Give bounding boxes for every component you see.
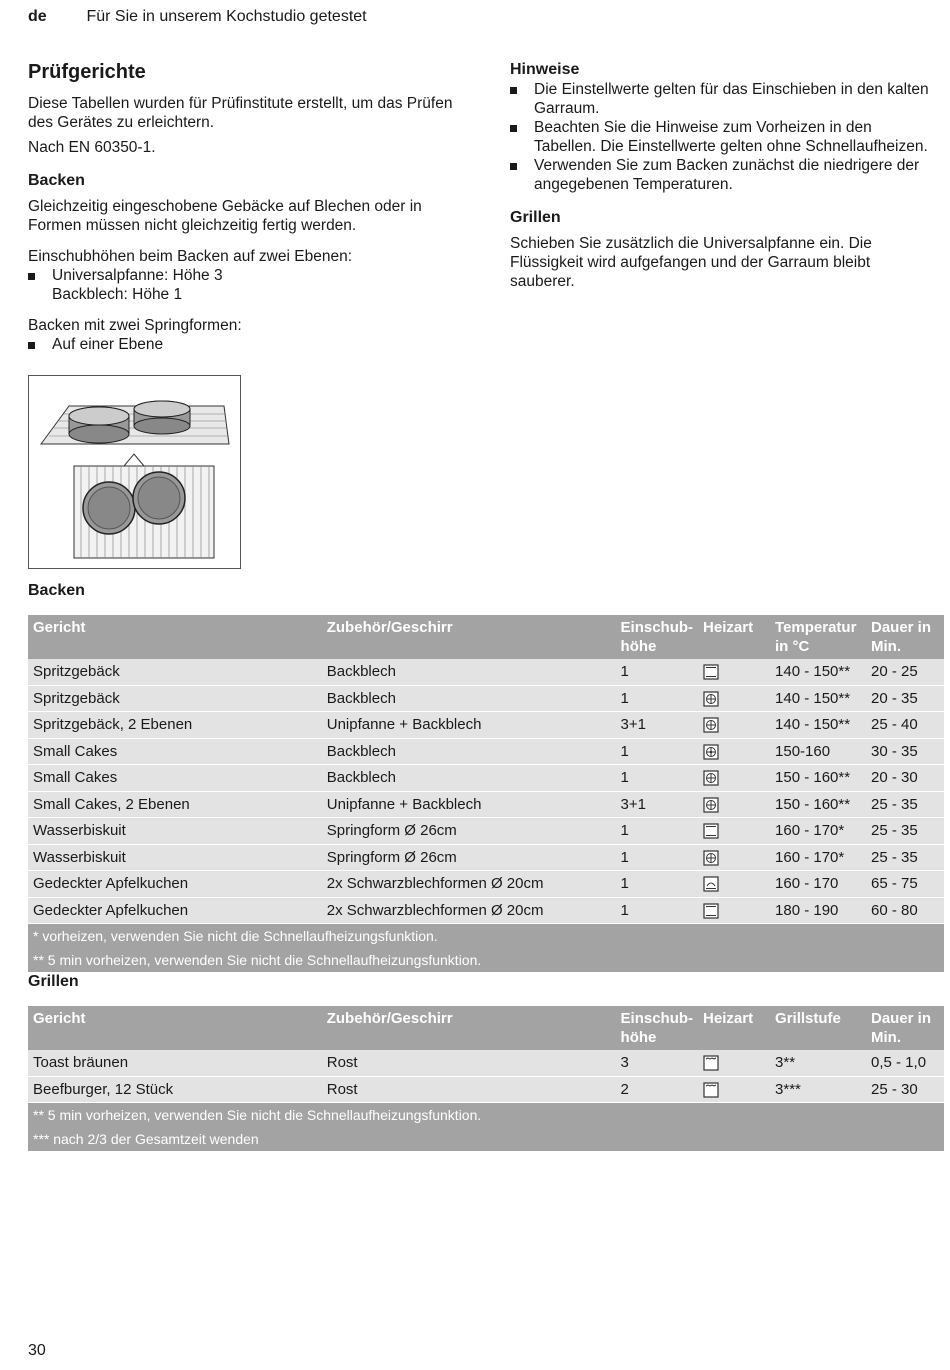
table-cell: 3+1 [616, 791, 699, 818]
column-header: Grillstufe [770, 1006, 866, 1050]
table-row [28, 1050, 944, 1076]
table-cell: 2x Schwarzblechformen Ø 20cm [322, 897, 616, 924]
table-cell [698, 844, 770, 871]
column-header: Heizart [698, 1006, 770, 1050]
table-cell: 3+1 [616, 712, 699, 739]
page-title: Prüfgerichte [28, 61, 146, 83]
table-row [28, 738, 944, 765]
table-cell: 150-160 [770, 738, 866, 765]
oven-rack-with-springforms-icon [29, 376, 240, 568]
column-header: Temperatur in °C [770, 615, 866, 659]
table-cell [698, 818, 770, 845]
header-title: Für Sie in unserem Kochstudio getestet [86, 8, 367, 25]
table-cell: 3 [616, 1050, 699, 1076]
table-row [28, 791, 944, 818]
table-cell: 150 - 160** [770, 765, 866, 792]
table-cell: 0,5 - 1,0 [866, 1050, 944, 1076]
list-item [28, 266, 468, 304]
table-cell: 1 [616, 871, 699, 898]
table-cell: Gedeckter Apfelkuchen [28, 871, 322, 898]
table-cell: 160 - 170* [770, 844, 866, 871]
table-cell: 65 - 75 [866, 871, 944, 898]
table-cell [698, 871, 770, 898]
table-cell [698, 791, 770, 818]
column-header: Gericht [28, 615, 322, 659]
table-cell: 20 - 25 [866, 659, 944, 685]
table-cell [698, 765, 770, 792]
hot-air-icon [703, 850, 719, 866]
table-cell [698, 1050, 770, 1076]
table-cell: 140 - 150** [770, 659, 866, 685]
table-cell [698, 712, 770, 739]
footnote: ** 5 min vorheizen, verwenden Sie nicht die Schnellaufheizungsfunktion. [28, 1103, 944, 1128]
table-cell: Wasserbiskuit [28, 818, 322, 845]
table-cell: Small Cakes [28, 765, 322, 792]
top-bottom-heat-icon [703, 823, 719, 839]
page-number: 30 [28, 1342, 46, 1359]
column-header: Einschub- höhe [616, 615, 699, 659]
footnote: ** 5 min vorheizen, verwenden Sie nicht die Schnellaufheizungsfunktion. [28, 948, 944, 972]
table-cell: 25 - 30 [866, 1076, 944, 1103]
table-cell: 180 - 190 [770, 897, 866, 924]
footnote: *** nach 2/3 der Gesamtzeit wenden [28, 1127, 944, 1151]
table-footnote-row [28, 1127, 944, 1151]
springform-illustration [28, 375, 241, 569]
table-cell: 1 [616, 818, 699, 845]
table-header-row [28, 1006, 944, 1050]
springform-list [28, 335, 468, 354]
top-bottom-heat-icon [703, 903, 719, 919]
table-cell [698, 738, 770, 765]
list-item: Verwenden Sie zum Backen zunächst die niedrigere der angegebenen Temperaturen. [510, 156, 935, 194]
table-cell: 160 - 170* [770, 818, 866, 845]
ebenen-intro: Einschubhöhen beim Backen auf zwei Ebenen: [28, 248, 352, 265]
table-cell [698, 659, 770, 685]
column-header: Zubehör/Geschirr [322, 1006, 616, 1050]
table-row [28, 1076, 944, 1103]
table-row [28, 685, 944, 712]
table-cell: 140 - 150** [770, 685, 866, 712]
hinweise-list [510, 80, 935, 194]
grill-icon [703, 1082, 719, 1098]
table-cell: 20 - 30 [866, 765, 944, 792]
table-row [28, 844, 944, 871]
table-cell: 20 - 35 [866, 685, 944, 712]
list-item: Die Einstellwerte gelten für das Einschieben in den kalten Garraum. [510, 80, 935, 118]
table-cell [698, 897, 770, 924]
table-cell: Small Cakes [28, 738, 322, 765]
norm-text: Nach EN 60350-1. [28, 139, 156, 156]
list-item: Beachten Sie die Hinweise zum Vorheizen in den Tabellen. Die Einstellwerte gelten ohne Schnellaufheizen. [510, 118, 935, 156]
hot-air-icon [703, 770, 719, 786]
right-column [510, 60, 935, 291]
table-cell: Gedeckter Apfelkuchen [28, 897, 322, 924]
pizza-setting-icon [703, 876, 719, 892]
table-cell: 3*** [770, 1076, 866, 1103]
column-header: Dauer in Min. [866, 615, 944, 659]
table-cell: Beefburger, 12 Stück [28, 1076, 322, 1103]
grill-icon [703, 1055, 719, 1071]
table-footnote-row [28, 948, 944, 972]
table-cell: 1 [616, 844, 699, 871]
table-cell: 25 - 35 [866, 791, 944, 818]
column-header: Einschub- höhe [616, 1006, 699, 1050]
table-cell: 1 [616, 659, 699, 685]
table-cell [698, 1076, 770, 1103]
table-cell: Springform Ø 26cm [322, 818, 616, 845]
hinweise-heading: Hinweise [510, 61, 580, 78]
table-cell: Backblech [322, 685, 616, 712]
table-cell: Unipfanne + Backblech [322, 791, 616, 818]
backen-heading: Backen [28, 172, 85, 189]
hot-air-eco-icon [703, 744, 719, 760]
table-row [28, 897, 944, 924]
table-cell: 30 - 35 [866, 738, 944, 765]
table-cell: Wasserbiskuit [28, 844, 322, 871]
table-row [28, 659, 944, 685]
language-code: de [28, 8, 47, 25]
column-header: Heizart [698, 615, 770, 659]
ebenen-item-universalpfanne: Universalpfanne: Höhe 3 [52, 267, 223, 284]
grillen-table-label: Grillen [28, 973, 79, 990]
hot-air-icon [703, 717, 719, 733]
table-cell: Spritzgebäck [28, 659, 322, 685]
table-cell [698, 685, 770, 712]
grillen-text: Schieben Sie zusätzlich die Universalpfanne ein. Die Flüssigkeit wird aufgefangen und der Garraum bleibt sauberer. [510, 235, 872, 290]
grillen-heading: Grillen [510, 209, 561, 226]
table-cell: 140 - 150** [770, 712, 866, 739]
table-cell: Unipfanne + Backblech [322, 712, 616, 739]
table-cell: Small Cakes, 2 Ebenen [28, 791, 322, 818]
footnote: * vorheizen, verwenden Sie nicht die Schnellaufheizungsfunktion. [28, 924, 944, 949]
table-cell: Backblech [322, 765, 616, 792]
backen-table-label: Backen [28, 582, 85, 599]
table-cell: Backblech [322, 738, 616, 765]
ebenen-list [28, 266, 468, 304]
column-header: Dauer in Min. [866, 1006, 944, 1050]
table-cell: Rost [322, 1076, 616, 1103]
table-cell: 25 - 35 [866, 844, 944, 871]
left-column [28, 60, 468, 354]
backen-text: Gleichzeitig eingeschobene Gebäcke auf Blechen oder in Formen müssen nicht gleichzeitig fertig werden. [28, 198, 422, 234]
ebenen-item-backblech: Backblech: Höhe 1 [52, 286, 183, 303]
table-header-row [28, 615, 944, 659]
column-header: Zubehör/Geschirr [322, 615, 616, 659]
intro-text: Diese Tabellen wurden für Prüfinstitute erstellt, um das Prüfen des Gerätes zu erleichtern. [28, 95, 453, 131]
table-cell: Rost [322, 1050, 616, 1076]
top-bottom-heat-icon [703, 664, 719, 680]
table-cell: 2x Schwarzblechformen Ø 20cm [322, 871, 616, 898]
springform-intro: Backen mit zwei Springformen: [28, 317, 242, 334]
table-cell: 2 [616, 1076, 699, 1103]
hot-air-icon [703, 797, 719, 813]
table-cell: 1 [616, 685, 699, 712]
table-row [28, 765, 944, 792]
table-cell: 25 - 40 [866, 712, 944, 739]
table-row [28, 871, 944, 898]
table-footnote-row [28, 1103, 944, 1128]
table-cell: 25 - 35 [866, 818, 944, 845]
table-cell: Spritzgebäck [28, 685, 322, 712]
table-cell: Spritzgebäck, 2 Ebenen [28, 712, 322, 739]
table-cell: 1 [616, 765, 699, 792]
table-cell: 150 - 160** [770, 791, 866, 818]
list-item: Auf einer Ebene [28, 335, 468, 354]
grillen-table [28, 1006, 944, 1151]
table-cell: 3** [770, 1050, 866, 1076]
column-header: Gericht [28, 1006, 322, 1050]
table-cell: 60 - 80 [866, 897, 944, 924]
backen-table [28, 615, 944, 972]
table-cell: Backblech [322, 659, 616, 685]
hot-air-icon [703, 691, 719, 707]
table-cell: Toast bräunen [28, 1050, 322, 1076]
page-header [28, 8, 367, 26]
table-cell: 160 - 170 [770, 871, 866, 898]
table-cell: 1 [616, 897, 699, 924]
table-cell: 1 [616, 738, 699, 765]
table-row [28, 712, 944, 739]
table-footnote-row [28, 924, 944, 949]
table-row [28, 818, 944, 845]
table-cell: Springform Ø 26cm [322, 844, 616, 871]
